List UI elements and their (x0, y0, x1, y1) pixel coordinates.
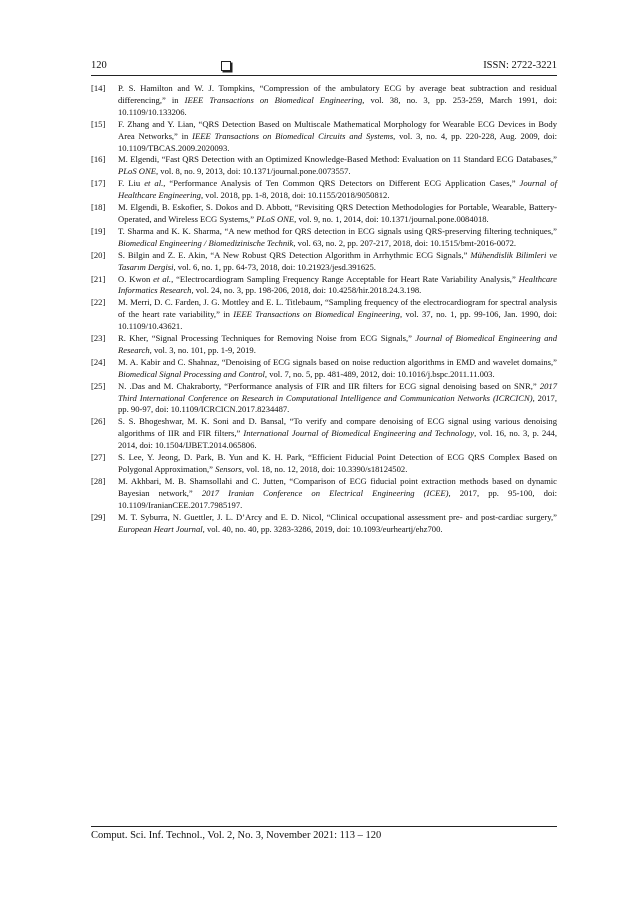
reference-venue: IEEE Transactions on Biomedical Engineering (233, 309, 400, 320)
reference-item (91, 250, 557, 274)
reference-text: F. Liu (118, 178, 145, 189)
reference-number: [29] (91, 511, 106, 522)
reference-text: R. Kher, “Signal Processing Techniques for Removing Noise from ECG Signals,” (118, 333, 416, 344)
reference-text: S. Bilgin and Z. E. Akin, “A New Robust QRS Detection Algorithm in Arrhythmic ECG Signals,” (118, 249, 471, 260)
reference-item (91, 83, 557, 119)
reference-venue: Journal of Healthcare Engineering (118, 178, 557, 201)
reference-item (91, 357, 557, 381)
reference-text: , vol. 2018, pp. 1-8, 2018, doi: 10.1155/2018/9050812. (200, 190, 390, 201)
reference-text: , vol. 38, no. 3, pp. 253-259, March 1991, doi: 10.1109/10.133206. (118, 94, 557, 117)
reference-text: T. Sharma and K. K. Sharma, “A new method for QRS detection in ECG signals using QRS-preserving filtering techniques,” (118, 225, 557, 236)
reference-item (91, 476, 557, 512)
reference-number: [16] (91, 154, 106, 165)
reference-text: , vol. 3, no. 4, pp. 220-228, Aug. 2009, doi: 10.1109/TBCAS.2009.2020093. (118, 130, 557, 153)
reference-text: , vol. 8, no. 9, 2013, doi: 10.1371/journal.pone.0073557. (155, 166, 351, 177)
reference-venue: Healthcare Informatics Research (118, 273, 557, 296)
reference-number: [24] (91, 356, 106, 367)
reference-venue: et al. (144, 178, 164, 189)
reference-number: [17] (91, 178, 106, 189)
reference-number: [21] (91, 273, 106, 284)
reference-number: [19] (91, 225, 106, 236)
reference-number: [18] (91, 202, 106, 213)
reference-number: [26] (91, 416, 106, 427)
reference-text: , “Performance Analysis of Ten Common QRS Detectors on Different ECG Application Cases,” (163, 178, 520, 189)
reference-text: , “Electrocardiogram Sampling Frequency Range Acceptable for Heart Rate Variability Analysis,” (171, 273, 519, 284)
reference-list (91, 83, 557, 535)
reference-text: , vol. 3, no. 101, pp. 1-9, 2019. (149, 344, 256, 355)
reference-venue: Sensors (215, 464, 242, 474)
reference-venue: PLoS ONE (256, 213, 295, 224)
reference-text: P. S. Hamilton and W. J. Tompkins, “Compression of the ambulatory ECG by average beat subtraction and residual differencing,” in (118, 83, 557, 105)
footer-rule (91, 826, 557, 827)
reference-text: M. Akhbari, M. B. Shamsollahi and C. Jutten, “Comparison of ECG fiducial point extraction methods based on dynamic Bayesian network,” (118, 475, 557, 498)
issn-label: ISSN: 2722-3221 (483, 60, 557, 71)
reference-number: [15] (91, 118, 106, 129)
header-rule (91, 75, 557, 76)
reference-venue: PLoS ONE (118, 166, 156, 177)
reference-venue: Biomedical Engineering / Biomedizinische Technik (118, 237, 294, 248)
reference-text: , 2017, pp. 90-97, doi: 10.1109/ICRCICN.2017.8234487. (118, 392, 557, 415)
reference-number: [25] (91, 380, 106, 391)
reference-text: M. Elgendi, B. Eskofier, S. Dokos and D. Abbott, “Revisiting QRS Detection Methodologies for Portable, Wearable, Battery-Operated, and Wireless ECG Systems,” (118, 202, 557, 224)
reference-text: , 2017, pp. 95-100, doi: 10.1109/IranianCEE.2017.7985197. (118, 487, 558, 510)
reference-text: F. Zhang and Y. Lian, “QRS Detection Based on Multiscale Mathematical Morphology for Wearable ECG Devices in Body Area Networks,” in (118, 118, 557, 141)
reference-text: , vol. 40, no. 40, pp. 3283-3286, 2019, doi: 10.1093/eurheartj/ehz700. (202, 523, 443, 534)
reference-venue: 2017 Iranian Conference on Electrical Engineering (ICEE) (201, 487, 449, 498)
reference-text: , vol. 16, no. 3, p. 244, 2014, doi: 10.1504/IJBET.2014.065806. (118, 428, 557, 451)
reference-text: M. A. Kabir and C. Shahnaz, “Denoising of ECG signals based on noise reduction algorithms in EMD and wavelet domains,” (118, 356, 557, 367)
reference-item (91, 381, 557, 417)
reference-venue: IEEE Transactions on Biomedical Circuits and Systems (192, 130, 394, 141)
reference-item (91, 154, 557, 178)
reference-number: [27] (91, 452, 106, 463)
reference-number: [23] (91, 333, 106, 344)
reference-number: [22] (91, 297, 106, 308)
reference-text: , vol. 9, no. 1, 2014, doi: 10.1371/journal.pone.0084018. (294, 213, 489, 224)
reference-text: , vol. 63, no. 2, pp. 207-217, 2018, doi: 10.1515/bmt-2016-0072. (293, 237, 517, 248)
reference-item (91, 297, 557, 333)
reference-item (91, 178, 557, 202)
reference-venue: Journal of Biomedical Engineering and Research (118, 333, 557, 355)
reference-item (91, 226, 557, 250)
page-header (91, 58, 557, 74)
reference-number: [28] (91, 475, 106, 486)
reference-venue: European Heart Journal (118, 523, 203, 534)
reference-text: M. Elgendi, “Fast QRS Detection with an Optimized Knowledge-Based Method: Evaluation on 11 Standard ECG Databases,” (118, 154, 557, 165)
reference-venue: et al. (153, 273, 172, 284)
reference-venue: IEEE Transactions on Biomedical Engineering (184, 94, 363, 105)
reference-item (91, 512, 557, 536)
reference-venue: International Journal of Biomedical Engineering and Technology (243, 428, 475, 439)
square-box-icon (221, 61, 231, 71)
reference-item (91, 119, 557, 155)
reference-text: , vol. 37, no. 1, pp. 99-106, Jan. 1990, doi: 10.1109/10.43621. (118, 309, 557, 332)
reference-venue: Biomedical Signal Processing and Control (118, 368, 265, 379)
footer-citation: Comput. Sci. Inf. Technol., Vol. 2, No. 3, November 2021: 113 – 120 (91, 830, 382, 841)
reference-item (91, 416, 557, 452)
reference-item (91, 274, 557, 298)
reference-text: , vol. 6, no. 1, pp. 64-73, 2018, doi: 10.21923/jesd.391625. (173, 261, 376, 272)
reference-item (91, 452, 557, 476)
reference-venue: 2017 Third International Conference on Research in Computational Intelligence and Communication Networks (ICRCICN) (118, 380, 557, 403)
reference-text: S. S. Bhogeshwar, M. K. Soni and D. Bansal, “To verify and compare denoising of ECG signal using various denoising algorithms of IIR and FIR filters,” (118, 416, 557, 439)
reference-text: O. Kwon (118, 273, 154, 284)
page-number: 120 (91, 60, 107, 71)
reference-text: , vol. 24, no. 3, pp. 198-206, 2018, doi: 10.4258/hir.2018.24.3.198. (191, 285, 422, 296)
reference-text: , vol. 7, no. 5, pp. 481-489, 2012, doi: 10.1016/j.bspc.2011.11.003. (264, 368, 495, 379)
reference-number: [20] (91, 249, 106, 260)
reference-text: N. .Das and M. Chakraborty, “Performance analysis of FIR and IIR filters for ECG signal denoising based on SNR,” (118, 380, 540, 391)
reference-venue: Mühendislik Bilimleri ve Tasarım Dergisi (118, 249, 557, 272)
reference-text: M. Merri, D. C. Farden, J. G. Mottley and E. L. Titlebaum, “Sampling frequency of the electrocardiogram for spectral analysis of the heart rate variability,” in (118, 297, 557, 320)
reference-number: [14] (91, 83, 106, 93)
reference-item (91, 333, 557, 357)
reference-item (91, 202, 557, 226)
reference-text: M. T. Syburra, N. Guettler, J. L. D’Arcy and E. D. Nicol, “Clinical occupational assessment pre- and post-cardiac surgery,” (118, 511, 557, 522)
reference-text: , vol. 18, no. 12, 2018, doi: 10.3390/s18124502. (241, 464, 408, 474)
reference-text: S. Lee, Y. Jeong, D. Park, B. Yun and K. H. Park, “Efficient Fiducial Point Detection of ECG QRS Complex Based on Polygonal Approximation,” (118, 452, 557, 474)
